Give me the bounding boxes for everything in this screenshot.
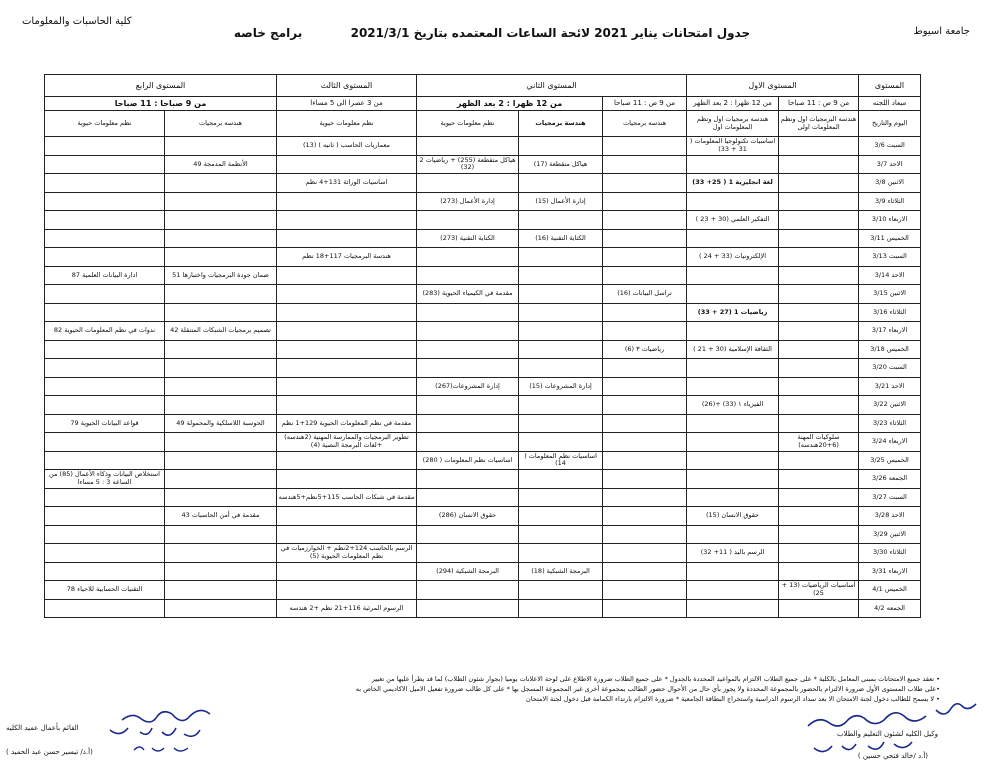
vice-dean-title: وكيل الكليه لشئون التعليم والطلاب	[836, 730, 938, 738]
exam-cell	[779, 322, 859, 341]
exam-cell	[779, 359, 859, 378]
exam-cell	[603, 507, 687, 526]
level-4: المستوى الرابع	[45, 75, 277, 97]
day-cell: الاحد 3/14	[859, 266, 921, 285]
exam-cell	[779, 562, 859, 581]
time-slot: من 12 ظهرا : 2 بعد الظهر	[417, 97, 603, 111]
exam-cell	[603, 470, 687, 489]
table-row	[45, 266, 921, 285]
table-row	[45, 211, 921, 230]
exam-cell	[603, 433, 687, 452]
exam-cell	[165, 340, 277, 359]
exam-cell: رياضيات 1 (27 + 33)	[687, 303, 779, 322]
exam-cell	[603, 599, 687, 618]
table-row	[45, 229, 921, 248]
exam-cell: حقوق الانسان (15)	[687, 507, 779, 526]
exam-cell	[519, 544, 603, 563]
exam-cell	[603, 359, 687, 378]
exam-cell	[519, 174, 603, 193]
exam-cell: لغة انجليزية 1 ( 25+ 33)	[687, 174, 779, 193]
program-header: نظم معلومات حيوية	[417, 111, 519, 137]
exam-cell	[165, 174, 277, 193]
exam-cell	[277, 359, 417, 378]
exam-cell	[277, 340, 417, 359]
exam-cell	[779, 266, 859, 285]
exam-cell	[519, 470, 603, 489]
exam-cell	[519, 211, 603, 230]
exam-schedule-table	[44, 74, 921, 618]
exam-cell: الرسم بالحاسب 124+2نظم + الخوارزميات في نظم المعلومات الحيوية (5)	[277, 544, 417, 563]
level-2: المستوى الثاني	[417, 75, 687, 97]
exam-cell: الفيزياء ١ (33) +(26)	[687, 396, 779, 415]
exam-cell	[603, 396, 687, 415]
exam-cell	[165, 359, 277, 378]
time-slot: من 9 ص : 11 صباحا	[603, 97, 687, 111]
day-cell: الاحد 3/7	[859, 155, 921, 174]
day-cell: الاربعاء 3/10	[859, 211, 921, 230]
day-cell: الثلاثاء 3/30	[859, 544, 921, 563]
exam-cell	[779, 396, 859, 415]
exam-cell	[519, 285, 603, 304]
day-cell: الاثنين 3/29	[859, 525, 921, 544]
exam-cell	[165, 544, 277, 563]
exam-cell	[277, 562, 417, 581]
exam-cell	[687, 192, 779, 211]
exam-cell	[277, 525, 417, 544]
exam-cell	[779, 340, 859, 359]
table-row	[45, 174, 921, 193]
exam-cell	[165, 377, 277, 396]
exam-cell	[519, 396, 603, 415]
exam-cell	[779, 414, 859, 433]
table-row	[45, 525, 921, 544]
exam-cell	[779, 174, 859, 193]
exam-cell	[277, 581, 417, 600]
exam-cell	[45, 451, 165, 470]
day-cell: الاحد 3/28	[859, 507, 921, 526]
table-row	[45, 451, 921, 470]
table-row	[45, 377, 921, 396]
exam-cell	[417, 544, 519, 563]
exam-cell: مقدمة في نظم المعلومات الحيوية 129+1 نظم	[277, 414, 417, 433]
exam-cell	[687, 414, 779, 433]
table-row	[45, 414, 921, 433]
exam-cell	[45, 396, 165, 415]
exam-cell: معماريات الحاسب ( ثانيه ) (13)	[277, 137, 417, 156]
exam-cell: التقنيات الحسابية للاحياء 78	[45, 581, 165, 600]
exam-cell	[417, 488, 519, 507]
table-row	[45, 340, 921, 359]
exam-cell: استخلاص البيانات وذكاء الأعمال (85) من الساعه 3 : 5 مساءا	[45, 470, 165, 489]
table-row	[45, 303, 921, 322]
exam-cell	[165, 525, 277, 544]
day-cell: الثلاثاء 3/23	[859, 414, 921, 433]
program-header: نظم معلومات حيوية	[45, 111, 165, 137]
exam-cell	[165, 488, 277, 507]
exam-cell	[45, 155, 165, 174]
exam-cell	[417, 322, 519, 341]
exam-cell	[277, 303, 417, 322]
table-row	[45, 155, 921, 174]
handwritten-mark-icon	[930, 698, 980, 722]
table-row	[45, 137, 921, 156]
exam-cell	[277, 322, 417, 341]
exam-cell	[165, 229, 277, 248]
day-cell: الثلاثاء 3/16	[859, 303, 921, 322]
day-cell: الاربعاء 3/24	[859, 433, 921, 452]
exam-cell	[519, 303, 603, 322]
exam-cell: اساسيات نظم المعلومات ( 14)	[519, 451, 603, 470]
exam-cell	[519, 507, 603, 526]
exam-cell	[603, 137, 687, 156]
program-header: هندسه برمجيات اول ونظم المعلومات اول	[687, 111, 779, 137]
exam-cell: التفكير العلمي (30 + 23 )	[687, 211, 779, 230]
dean-name: (أ.د/ تيسير حسن عبد الحميد )	[6, 748, 93, 756]
day-cell: السبت 3/27	[859, 488, 921, 507]
exam-cell	[687, 229, 779, 248]
exam-cell	[417, 433, 519, 452]
table-row	[45, 507, 921, 526]
exam-cell	[687, 599, 779, 618]
exam-cell	[165, 433, 277, 452]
day-cell: السبت 3/13	[859, 248, 921, 267]
table-row	[45, 192, 921, 211]
exam-cell	[687, 377, 779, 396]
exam-cell	[417, 396, 519, 415]
title-text: جدول امتحانات يناير 2021 لائحة الساعات المعتمده بتاريخ 2021/3/1	[350, 26, 751, 40]
exam-cell	[687, 525, 779, 544]
exam-cell	[165, 211, 277, 230]
university-name: جامعة اسيوط	[913, 26, 970, 37]
exam-cell	[779, 470, 859, 489]
exam-cell	[45, 377, 165, 396]
exam-cell	[277, 470, 417, 489]
note-line: •على طلاب المستوى الأول ضرورة الالتزام بالحضور بالمجموعة المحددة ولا يجوز بأي حال من الأحوال حضور الطالب بمجموعة أخرى غير المجموعة المسجل بها * على كل طالب ضرورة تفعيل الاميل الاكاديمي الخاص به	[355, 685, 940, 693]
exam-cell	[779, 507, 859, 526]
table-row	[45, 562, 921, 581]
exam-cell	[417, 414, 519, 433]
exam-cell	[603, 266, 687, 285]
exam-cell	[277, 266, 417, 285]
exam-cell: إدارة الأعمال (15)	[519, 192, 603, 211]
table-row	[45, 285, 921, 304]
exam-cell: ندوات في نظم المعلومات الحيوية 82	[45, 322, 165, 341]
exam-cell	[519, 414, 603, 433]
exam-cell	[277, 211, 417, 230]
exam-cell	[45, 285, 165, 304]
table-row	[45, 248, 921, 267]
day-label: اليوم والتاريخ	[859, 111, 921, 137]
exam-cell	[165, 451, 277, 470]
day-cell: الاحد 3/21	[859, 377, 921, 396]
exam-cell	[165, 562, 277, 581]
exam-cell: اساسيات الوراثة 131+4 نظم	[277, 174, 417, 193]
exam-cell	[45, 192, 165, 211]
exam-cell: الكتابة التقنية (273)	[417, 229, 519, 248]
day-cell: الثلاثاء 3/9	[859, 192, 921, 211]
exam-cell	[45, 599, 165, 618]
exam-cell	[165, 303, 277, 322]
exam-cell	[165, 396, 277, 415]
dean-signature-icon	[70, 700, 220, 760]
exam-cell	[45, 507, 165, 526]
exam-cell	[277, 451, 417, 470]
day-cell: السبت 3/6	[859, 137, 921, 156]
exam-cell: هندسة البرمجيات 117+18 نظم	[277, 248, 417, 267]
exam-cell: الرسوم المرئية 116+21 نظم +2 هندسه	[277, 599, 417, 618]
exam-cell: هياكل متقطعة (255) + رياضيات 2 (32)	[417, 155, 519, 174]
time-slot: من 9 ص : 11 صباحا	[779, 97, 859, 111]
exam-cell	[779, 211, 859, 230]
exam-cell	[779, 451, 859, 470]
faculty-name: كلية الحاسبات والمعلومات	[22, 16, 132, 27]
exam-cell	[417, 211, 519, 230]
exam-cell: تطوير البرمجيات والممارسة المهنية (2هندسه) +لغات البرمجة النصية (4)	[277, 433, 417, 452]
exam-cell	[417, 470, 519, 489]
table-row	[45, 396, 921, 415]
day-cell: الاربعاء 3/31	[859, 562, 921, 581]
exam-cell	[417, 340, 519, 359]
exam-cell	[603, 581, 687, 600]
level-corner: المستوى	[859, 75, 921, 97]
exam-cell	[687, 562, 779, 581]
exam-cell	[45, 340, 165, 359]
time-slot: من 3 عصرا الى 5 مساءا	[277, 97, 417, 111]
exam-cell	[603, 192, 687, 211]
exam-cell	[45, 137, 165, 156]
exam-cell	[277, 507, 417, 526]
exam-cell	[687, 581, 779, 600]
table-row	[45, 488, 921, 507]
exam-cell	[779, 525, 859, 544]
exam-cell	[779, 377, 859, 396]
day-cell: الاثنين 3/8	[859, 174, 921, 193]
exam-cell	[687, 359, 779, 378]
exam-cell	[45, 174, 165, 193]
exam-cell: الرسم باليد ( 11+ 32)	[687, 544, 779, 563]
table-row	[45, 544, 921, 563]
exam-cell	[779, 544, 859, 563]
exam-cell	[277, 396, 417, 415]
time-slot: من 12 ظهرا : 2 بعد الظهر	[687, 97, 779, 111]
exam-cell	[779, 488, 859, 507]
exam-cell	[519, 322, 603, 341]
exam-cell	[603, 488, 687, 507]
program-header: هندسه البرمجيات اول ونظم المعلومات اولى	[779, 111, 859, 137]
exam-cell	[277, 155, 417, 174]
exam-cell	[519, 248, 603, 267]
exam-cell	[779, 248, 859, 267]
exam-cell	[165, 599, 277, 618]
exam-cell: الإلكترونيات (33 + 24 )	[687, 248, 779, 267]
program-header: نظم معلومات حيوية	[277, 111, 417, 137]
exam-cell	[519, 525, 603, 544]
exam-cell	[45, 488, 165, 507]
note-line: • لا يسمح للطالب دخول لجنة الامتحان الا بعد سداد الرسوم الدراسية واستخراج البطاقة الجامعية * ضرورة الالتزام بارتداء الكمامة قبل دخول لجنة الامتحان	[526, 695, 940, 703]
exam-cell	[603, 414, 687, 433]
exam-cell	[45, 525, 165, 544]
exam-cell	[687, 266, 779, 285]
exam-cell	[519, 266, 603, 285]
exam-cell	[603, 303, 687, 322]
exam-cell	[417, 581, 519, 600]
exam-cell: اساسيات نظم المعلومات ( 280)	[417, 451, 519, 470]
exam-cell	[779, 137, 859, 156]
exam-cell: رياضيات ٣ (6)	[603, 340, 687, 359]
exam-cell: البرمجة الشبكية (294)	[417, 562, 519, 581]
exam-cell: إدارة المشروعات (15)	[519, 377, 603, 396]
exam-cell	[519, 359, 603, 378]
day-cell: الاربعاء 3/17	[859, 322, 921, 341]
exam-cell	[519, 581, 603, 600]
day-cell: الاثنين 3/22	[859, 396, 921, 415]
level-1: المستوى الاول	[687, 75, 859, 97]
exam-cell	[603, 562, 687, 581]
exam-cell	[45, 562, 165, 581]
day-cell: الجمعه 3/26	[859, 470, 921, 489]
program-header: هندسه برمجيات	[603, 111, 687, 137]
day-cell: الخميس 3/18	[859, 340, 921, 359]
exam-cell: تراسل البيانات (16)	[603, 285, 687, 304]
exam-cell	[603, 544, 687, 563]
exam-cell: اساسيات تكنولوجيا المعلومات ( 31 + 33)	[687, 137, 779, 156]
exam-cell	[519, 340, 603, 359]
table-row	[45, 581, 921, 600]
exam-cell: مقدمة في شبكات الحاسب 115+5نظم+5هندسه	[277, 488, 417, 507]
exam-cell	[277, 285, 417, 304]
exam-cell	[417, 525, 519, 544]
day-cell: الخميس 4/1	[859, 581, 921, 600]
exam-cell	[45, 544, 165, 563]
table-row	[45, 470, 921, 489]
exam-cell: الكتابة التقنية (16)	[519, 229, 603, 248]
exam-cell	[519, 488, 603, 507]
exam-cell	[779, 155, 859, 174]
exam-cell	[779, 599, 859, 618]
exam-cell	[779, 285, 859, 304]
vice-dean-name: (أ.د /خالد فتحي حسين )	[857, 752, 928, 760]
exam-cell	[165, 248, 277, 267]
exam-cell	[277, 229, 417, 248]
exam-cell	[687, 322, 779, 341]
exam-cell	[45, 359, 165, 378]
time-label: ميعاد اللجنه	[859, 97, 921, 111]
exam-cell	[603, 451, 687, 470]
exam-cell: البرمجة الشبكية (18)	[519, 562, 603, 581]
exam-cell	[417, 359, 519, 378]
exam-cell	[417, 266, 519, 285]
exam-cell	[687, 433, 779, 452]
exam-cell: إدارة الأعمال (273)	[417, 192, 519, 211]
table-row	[45, 599, 921, 618]
day-cell: السبت 3/20	[859, 359, 921, 378]
day-cell: الخميس 3/25	[859, 451, 921, 470]
exam-cell	[687, 488, 779, 507]
exam-cell	[779, 192, 859, 211]
exam-cell	[603, 155, 687, 174]
exam-cell	[417, 137, 519, 156]
exam-cell	[519, 433, 603, 452]
exam-cell	[603, 229, 687, 248]
exam-cell	[687, 285, 779, 304]
exam-cell	[779, 229, 859, 248]
exam-cell: الثقافة الإسلامية (30 + 21 )	[687, 340, 779, 359]
exam-cell	[277, 377, 417, 396]
exam-cell	[603, 248, 687, 267]
exam-cell	[519, 599, 603, 618]
document-title	[0, 26, 984, 40]
exam-cell	[165, 285, 277, 304]
exam-cell	[45, 229, 165, 248]
exam-cell	[417, 248, 519, 267]
exam-cell: قواعد البيانات الحيوية 79	[45, 414, 165, 433]
program-header: هندسة برمجيات	[519, 111, 603, 137]
program-label: برامج خاصه	[233, 26, 303, 40]
exam-cell	[603, 322, 687, 341]
dean-title: القائم بأعمال عميد الكليه	[6, 724, 79, 732]
exam-cell	[45, 211, 165, 230]
exam-cell	[603, 211, 687, 230]
exam-cell	[417, 174, 519, 193]
exam-cell: ضمان جودة البرمجيات واختبارها 51	[165, 266, 277, 285]
program-header: هندسه برمجيات	[165, 111, 277, 137]
exam-cell: الأنظمة المدمجة 49	[165, 155, 277, 174]
exam-cell: سلوكيات المهنة (6+20هندسه)	[779, 433, 859, 452]
exam-cell	[519, 137, 603, 156]
table-row	[45, 359, 921, 378]
exam-cell	[687, 155, 779, 174]
exam-cell	[165, 192, 277, 211]
exam-cell: حقوق الانسان (286)	[417, 507, 519, 526]
exam-cell	[417, 303, 519, 322]
exam-cell: تصميم برمجيات الشبكات المتنقلة 42	[165, 322, 277, 341]
time-slot: من 9 صباحا : 11 صباحا	[45, 97, 277, 111]
exam-cell	[603, 525, 687, 544]
exam-cell	[687, 451, 779, 470]
table-row	[45, 322, 921, 341]
vice-dean-signature-icon	[736, 706, 936, 766]
exam-cell	[779, 303, 859, 322]
exam-cell: إدارة المشروعات(267)	[417, 377, 519, 396]
exam-cell	[687, 470, 779, 489]
exam-cell	[603, 377, 687, 396]
exam-cell	[165, 581, 277, 600]
exam-cell	[45, 433, 165, 452]
exam-cell	[165, 470, 277, 489]
exam-cell: أساسيات الرياضيات (13 + 25)	[779, 581, 859, 600]
exam-cell	[45, 248, 165, 267]
day-cell: الخميس 3/11	[859, 229, 921, 248]
exam-cell: مقدمة في أمن الحاسبات 43	[165, 507, 277, 526]
exam-cell	[603, 174, 687, 193]
exam-cell: مقدمة في الكيمياء الحيوية (283)	[417, 285, 519, 304]
day-cell: الجمعه 4/2	[859, 599, 921, 618]
table-row	[45, 433, 921, 452]
exam-cell	[277, 192, 417, 211]
level-3: المستوى الثالث	[277, 75, 417, 97]
day-cell: الاثنين 3/15	[859, 285, 921, 304]
note-line: • تعقد جميع الامتحانات بمبنى المعامل بالكلية * على جميع الطلاب الالتزام بالمواعيد المحددة بالجدول * على جميع الطلاب ضرورة الاطلاع على لوحة الاعلانات يوميا (بجوار شئون الطلاب) لما قد يطرأ عليها من تغيير	[371, 675, 940, 683]
exam-cell	[417, 599, 519, 618]
exam-cell: هياكل متقطعة (17)	[519, 155, 603, 174]
exam-cell	[45, 303, 165, 322]
exam-cell	[165, 137, 277, 156]
exam-cell: الحوسبة اللاسلكية والمحمولة 49	[165, 414, 277, 433]
exam-cell: ادارة البيانات العلمية 87	[45, 266, 165, 285]
